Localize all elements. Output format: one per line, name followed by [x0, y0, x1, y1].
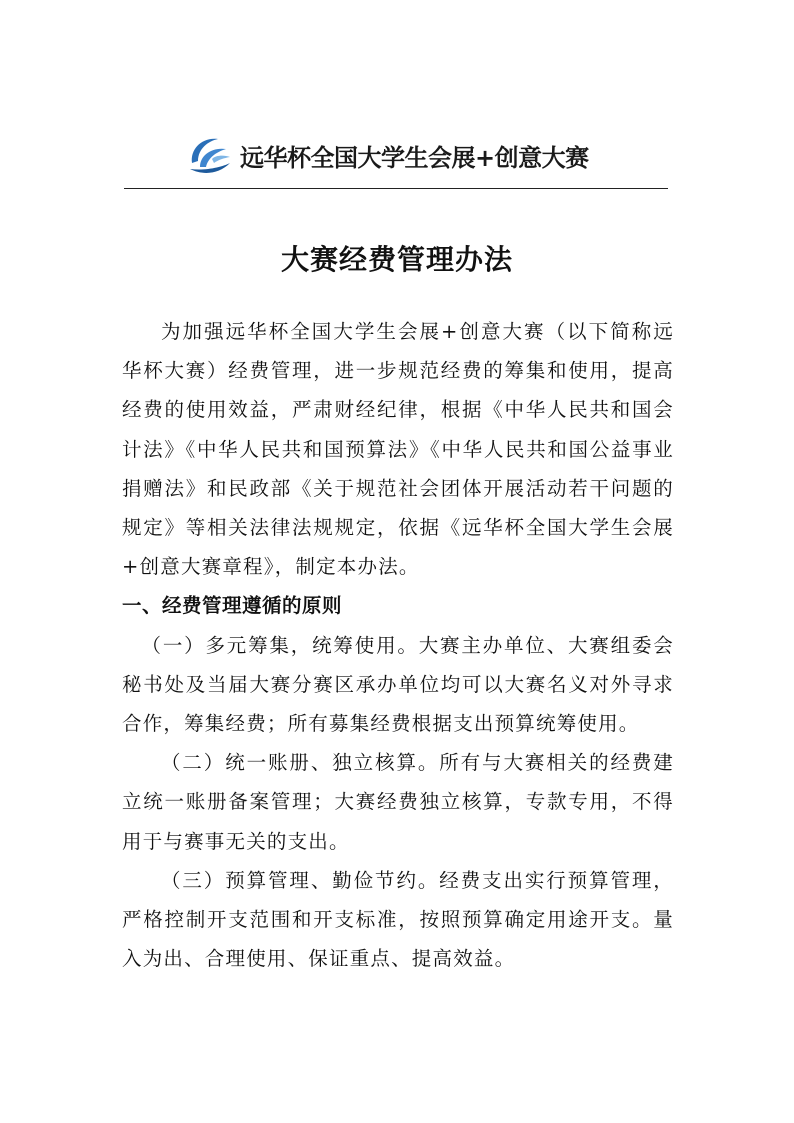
- letterhead: [186, 132, 589, 178]
- clause-paragraph: （一）多元筹集，统筹使用。大赛主办单位、大赛组委会秘书处及当届大赛分赛区承办单位均可以大赛名义对外寻求合作，筹集经费；所有募集经费根据支出预算统筹使用。: [122, 633, 674, 736]
- clause-paragraph: （二）统一账册、独立核算。所有与大赛相关的经费建立统一账册备案管理；大赛经费独立核算，专款专用，不得用于与赛事无关的支出。: [122, 751, 674, 853]
- intro-paragraph: 为加强远华杯全国大学生会展+创意大赛（以下简称远华杯大赛）经费管理，进一步规范经费的筹集和使用，提高经费的使用效益，严肃财经纪律，根据《中华人民共和国会计法》《中华人民共和国预算法》《中华人民共和国公益事业捐赠法》和民政部《关于规范社会团体开展活动若干问题的规定》等相关法律法规规定，依据《远华杯全国大学生会展+创意大赛章程》，制定本办法。: [122, 320, 674, 579]
- section-heading: 一、经费管理遵循的原则: [122, 594, 343, 618]
- swan-wave-logo-icon: [186, 133, 234, 177]
- header-divider: [124, 188, 668, 189]
- document-title: 大赛经费管理办法: [280, 243, 513, 276]
- document-body: [122, 312, 674, 978]
- organization-name: 远华杯全国大学生会展+创意大赛: [240, 143, 589, 172]
- clause-paragraph: （三）预算管理、勤俭节约。经费支出实行预算管理，严格控制开支范围和开支标准，按照预算确定用途开支。量入为出、合理使用、保证重点、提高效益。: [122, 868, 674, 971]
